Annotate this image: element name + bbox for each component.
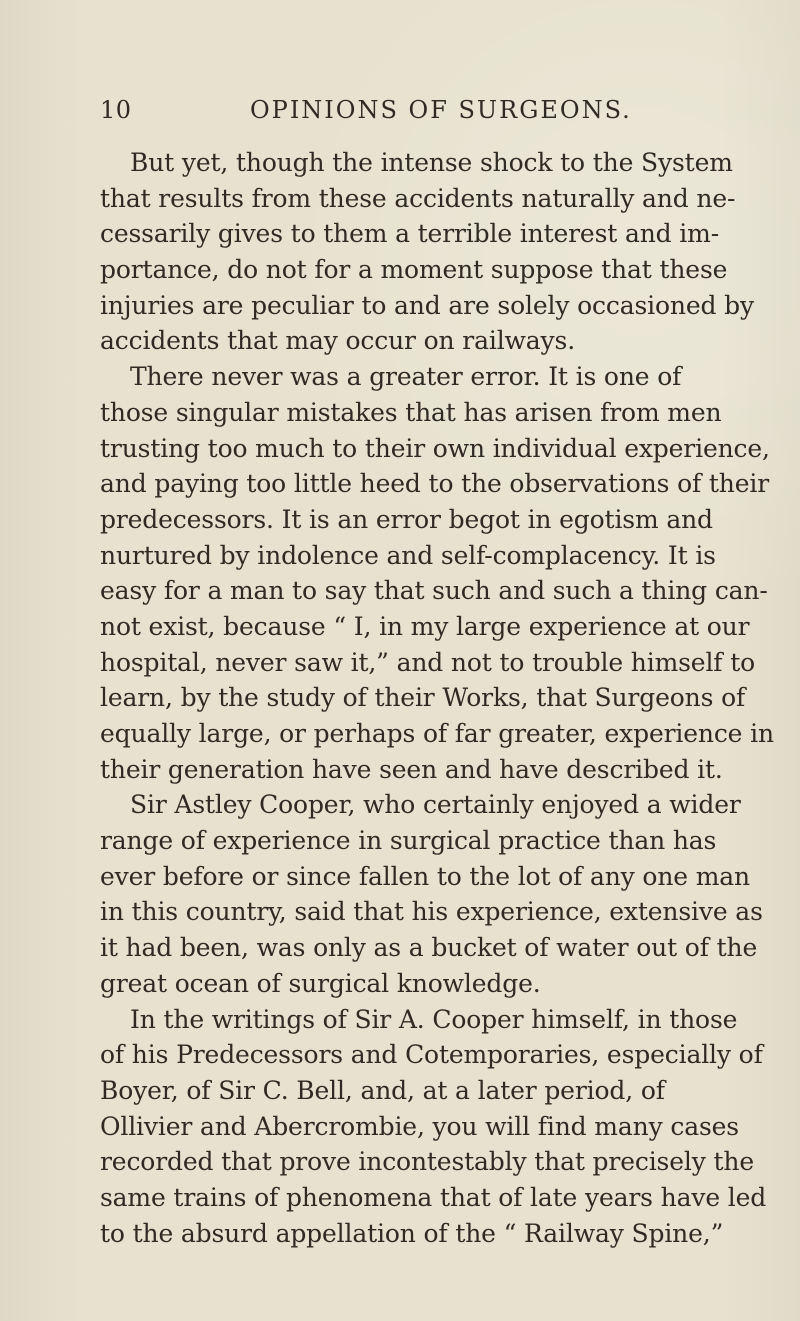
line-text: those singular mistakes that has arisen from men: [100, 397, 722, 427]
line-text: hospital, never saw it,” and not to trouble himself to: [100, 647, 755, 677]
line-text: Ollivier and Abercrombie, you will find many cases: [100, 1111, 739, 1141]
text-line: [100, 288, 754, 324]
text-line: [100, 323, 725, 359]
text-line: [100, 680, 746, 716]
line-text: great ocean of surgical knowledge.: [100, 968, 541, 998]
text-line: [100, 573, 768, 609]
line-text: not exist, because “ I, in my large experience at our: [100, 611, 750, 641]
line-text: Boyer, of Sir C. Bell, and, at a later period, of: [100, 1075, 665, 1105]
text-line: [100, 216, 725, 252]
line-text: predecessors. It is an error begot in egotism and: [100, 504, 713, 534]
line-text: that results from these accidents naturally and ne-: [100, 183, 736, 213]
page-number: 10: [100, 96, 132, 124]
line-text: accidents that may occur on railways.: [100, 326, 576, 356]
text-line: [100, 359, 725, 395]
line-text: same trains of phenomena that of late years have led: [100, 1182, 767, 1212]
text-line: [100, 395, 725, 431]
line-text: ever before or since fallen to the lot of any one man: [100, 861, 750, 891]
line-text: Sir Astley Cooper, who certainly enjoyed a wider: [130, 790, 741, 820]
text-line: [100, 752, 725, 788]
body-text: [100, 145, 774, 1251]
text-line: [100, 1144, 754, 1180]
text-line: [100, 145, 733, 181]
line-text: But yet, though the intense shock to the System: [130, 148, 733, 177]
text-line: [100, 1216, 725, 1252]
line-text: learn, by the study of their Works, that Surgeons of: [100, 683, 746, 713]
text-line: [100, 1073, 725, 1109]
text-line: [100, 645, 755, 681]
text-line: [100, 466, 770, 502]
running-head: OPINIONS OF SURGEONS.: [250, 96, 632, 124]
text-line: [100, 930, 758, 966]
text-line: [100, 1180, 767, 1216]
text-line: [100, 431, 770, 467]
line-text: their generation have seen and have described it.: [100, 754, 723, 784]
text-line: [100, 966, 725, 1002]
line-text: cessarily gives to them a terrible interest and im-: [100, 219, 719, 249]
line-text: of his Predecessors and Cotemporaries, especially of: [100, 1040, 763, 1070]
text-line: [100, 1109, 739, 1145]
text-line: [100, 252, 728, 288]
text-line: [100, 1002, 738, 1038]
line-text: recorded that prove incontestably that precisely the: [100, 1147, 754, 1177]
line-text: range of experience in surgical practice than has: [100, 826, 717, 856]
text-line: [100, 823, 725, 859]
text-line: [100, 502, 725, 538]
text-line: [100, 181, 736, 217]
text-line: [100, 787, 741, 823]
line-text: nurtured by indolence and self-complacency. It is: [100, 540, 716, 570]
line-text: it had been, was only as a bucket of water out of the: [100, 933, 758, 963]
text-line: [100, 1037, 763, 1073]
text-line: [100, 609, 750, 645]
line-text: There never was a greater error. It is one of: [130, 362, 682, 392]
line-text: equally large, or perhaps of far greater, experience in: [100, 719, 774, 748]
page-header: [100, 96, 700, 132]
line-text: portance, do not for a moment suppose that these: [100, 255, 728, 285]
text-line: [100, 538, 725, 574]
line-text: to the absurd appellation of the “ Railway Spine,”: [100, 1218, 724, 1248]
line-text: in this country, said that his experience, extensive as: [100, 897, 763, 927]
line-text: and paying too little heed to the observations of their: [100, 469, 770, 499]
line-text: trusting too much to their own individual experience,: [100, 433, 770, 463]
line-text: easy for a man to say that such and such a thing can-: [100, 576, 768, 606]
text-line: [100, 894, 763, 930]
line-text: injuries are peculiar to and are solely occasioned by: [100, 290, 754, 320]
text-line: [100, 859, 750, 895]
text-line: [100, 716, 774, 752]
line-text: In the writings of Sir A. Cooper himself, in those: [130, 1004, 738, 1034]
